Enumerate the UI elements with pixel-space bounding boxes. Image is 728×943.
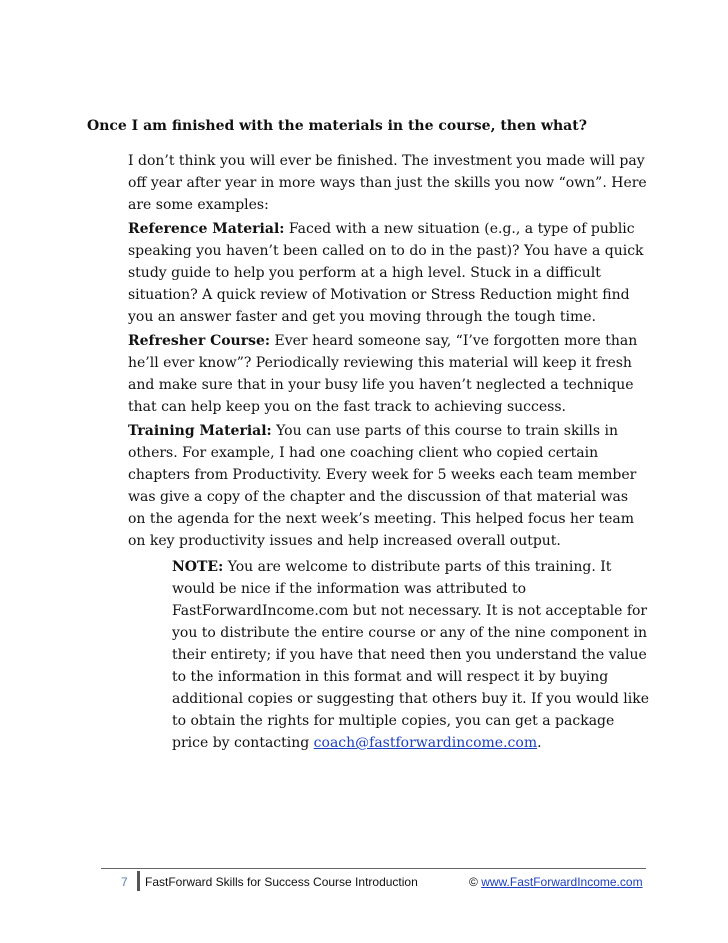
reference-material-term: Reference Material: — [128, 221, 285, 237]
refresher-course-paragraph — [128, 330, 648, 418]
footer-copyright — [469, 875, 643, 889]
intro-paragraph: I don’t think you will ever be finished. The investment you made will pay off year after year in more ways than just the skills you now “own”. Here are some examples: — [128, 153, 647, 213]
footer-divider — [137, 871, 140, 891]
note-end: . — [537, 735, 542, 751]
section-heading: Once I am finished with the materials in the course, then what? — [87, 118, 587, 134]
footer-website-link[interactable]: www.FastForwardIncome.com — [481, 875, 643, 889]
training-material-paragraph — [128, 420, 648, 552]
page-footer — [101, 868, 646, 893]
page-number: 7 — [121, 875, 128, 889]
note-term: NOTE: — [172, 559, 224, 575]
refresher-course-term: Refresher Course: — [128, 333, 271, 349]
reference-material-paragraph — [128, 218, 648, 328]
refresher-course-text: Ever heard someone say, “I’ve forgotten more than he’ll ever know”? Periodically reviewing this material will keep it fresh and make sure that in your busy life you haven’t neglected a technique that can help keep you on the fast track to achieving success. — [128, 333, 638, 415]
note-paragraph — [172, 556, 652, 754]
note-text: You are welcome to distribute parts of this training. It would be nice if the information was attributed to FastForwardIncome.com but not necessary. It is not acceptable for you to distribute the entire course or any of the nine component in their entirety; if you have that need then you understand the value to the information in this format and will respect it by buying additional copies or suggesting that others buy it. If you would like to obtain the rights for multiple copies, you can get a package price by contacting — [172, 559, 649, 751]
copyright-symbol: © — [469, 875, 482, 889]
email-link[interactable]: coach@fastforwardincome.com — [313, 735, 538, 751]
training-material-term: Training Material: — [128, 423, 272, 439]
footer-title: FastForward Skills for Success Course Introduction — [145, 875, 418, 889]
training-material-text: You can use parts of this course to train skills in others. For example, I had one coaching client who copied certain chapters from Productivity. Every week for 5 weeks each team member was give a copy of the chapter and the discussion of that material was on the agenda for the next week’s meeting. This helped focus her team on key productivity issues and help increased overall output. — [128, 423, 637, 549]
reference-material-text: Faced with a new situation (e.g., a type of public speaking you haven’t been called on to do in the past)? You have a quick study guide to help you perform at a high level. Stuck in a difficult situation? A quick review of Motivation or Stress Reduction might find you an answer faster and get you moving through the tough time. — [128, 221, 644, 325]
